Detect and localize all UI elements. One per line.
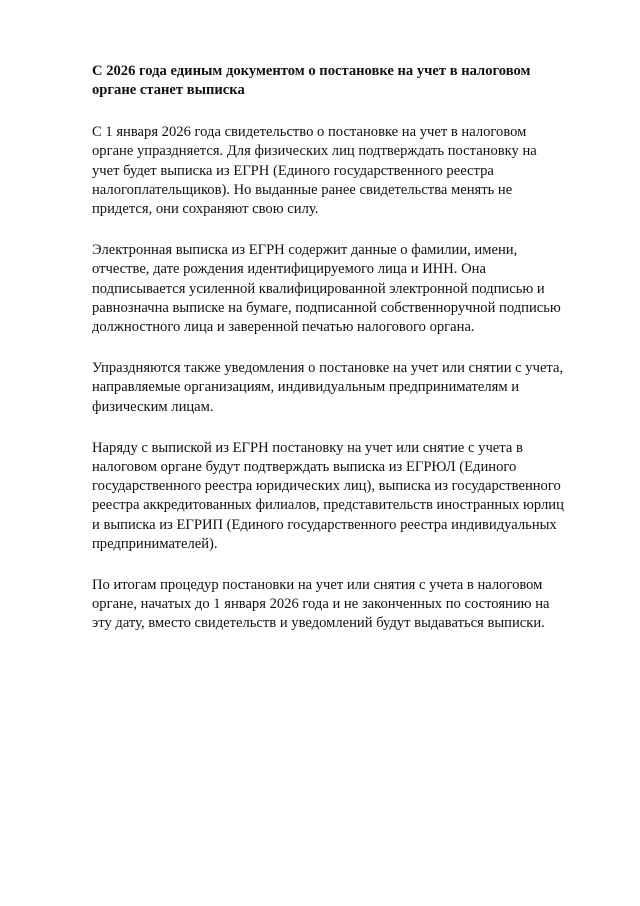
paragraph-2: Электронная выписка из ЕГРН содержит данные о фамилии, имени, отчестве, дате рождения идентифицируемого лица и ИНН. Она подписывается усиленной квалифицированной электронной подписью и равнозначна выписке на бумаге, подписанной собственноручной подписью должностного лица и заверенной печатью налогового органа. — [92, 242, 561, 336]
paragraph-5: По итогам процедур постановки на учет или снятия с учета в налоговом органе, начатых до 1 января 2026 года и не законченных по состоянию на эту дату, вместо свидетельств и уведомлений будут выдаваться выписки. — [92, 577, 550, 632]
document-title: С 2026 года единым документом о постановке на учет в налоговом органе станет выписка — [92, 63, 531, 98]
document-page — [92, 62, 566, 656]
paragraph-4: Наряду с выпиской из ЕГРН постановку на учет или снятие с учета в налоговом органе будут подтверждать выписка из ЕГРЮЛ (Единого государственного реестра юридических лиц), выписка из государственного реестра аккредитованных филиалов, представительств иностранных юрлиц и выписка из ЕГРИП (Единого государственного реестра индивидуальных предпринимателей). — [92, 439, 564, 552]
paragraph-3: Упраздняются также уведомления о постановке на учет или снятии с учета, направляемые организациям, индивидуальным предпринимателям и физическим лицам. — [92, 360, 564, 415]
paragraph-1: С 1 января 2026 года свидетельство о постановке на учет в налоговом органе упраздняется. Для физических лиц подтверждать постановку на учет будет выписка из ЕГРН (Единого государственного реестра налогоплательщиков). Но выданные ранее свидетельства менять не придется, они сохраняют свою силу. — [92, 124, 537, 217]
